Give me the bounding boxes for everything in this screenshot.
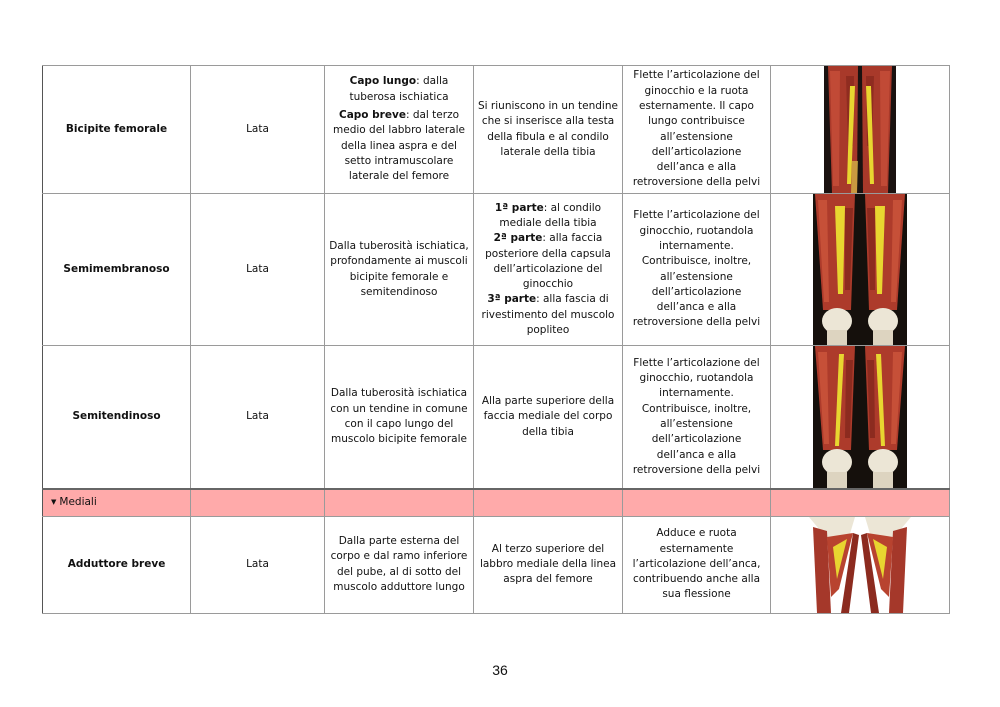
insertion-part: Si riuniscono in un tendine che si inserisce alla testa della fibula e al condilo laterale della tibia [478, 99, 618, 158]
muscle-name: Bicipite femorale [43, 66, 191, 194]
table-row [43, 516, 950, 613]
fascia-cell: Lata [191, 194, 325, 346]
insertion-cell: Alla parte superiore della faccia mediale del corpo della tibia [474, 346, 623, 490]
origin-cell: Dalla tuberosità ischiatica con un tendine in comune con il capo lungo del muscolo bicipite femorale [325, 346, 474, 490]
muscle-name: Semimembranoso [43, 194, 191, 346]
insertion-part: 2ª parte: alla faccia posteriore della capsula dell’articolazione del ginocchio [485, 232, 611, 291]
origin-cell: Dalla tuberosità ischiatica, profondamente ai muscoli bicipite femorale e semitendinoso [325, 194, 474, 346]
table-row [43, 194, 950, 346]
insertion-cell [474, 194, 623, 346]
fascia-cell: Lata [191, 346, 325, 490]
table-row [43, 66, 950, 194]
action-cell: Adduce e ruota esternamente l’articolazione dell’anca, contribuendo anche alla sua flessione [623, 516, 771, 613]
table-row [43, 346, 950, 490]
action-cell: Flette l’articolazione del ginocchio, ruotandola internamente. Contribuisce, inoltre, all’estensione dell’articolazione dell’anca e alla retroversione della pelvi [623, 194, 771, 346]
fascia-cell: Lata [191, 66, 325, 194]
muscle-image-cell [771, 194, 950, 346]
insertion-cell: Al terzo superiore del labbro mediale della linea aspra del femore [474, 516, 623, 613]
insertion-part: 1ª parte: al condilo mediale della tibia [494, 201, 602, 229]
origin-cell: Dalla parte esterna del corpo e dal ramo inferiore del pube, al di sotto del muscolo adduttore lungo [325, 516, 474, 613]
muscle-image-cell [771, 66, 950, 194]
insertion-cell [474, 66, 623, 194]
adductor-brevis-illustration [809, 517, 911, 613]
insertion-part: 3ª parte: alla fascia di rivestimento del muscolo popliteo [481, 293, 615, 337]
fascia-cell: Lata [191, 516, 325, 613]
section-toggle[interactable] [43, 489, 191, 516]
hamstring-biceps-femoris-illustration [824, 66, 896, 193]
origin-cell [325, 66, 474, 194]
semitendinosus-illustration [813, 346, 907, 488]
section-header-row[interactable] [43, 489, 950, 516]
action-cell: Flette l’articolazione del ginocchio e la ruota esternamente. Il capo lungo contribuisce all’estensione dell’articolazione dell’anca e alla retroversione della pelvi [623, 66, 771, 194]
semimembranosus-illustration [813, 194, 907, 345]
muscle-name: Adduttore breve [43, 516, 191, 613]
origin-part: Capo lungo: dalla tuberosa ischiatica [349, 75, 449, 103]
muscle-name: Semitendinoso [43, 346, 191, 490]
page-number: 36 [492, 662, 508, 678]
muscle-table [42, 65, 950, 614]
muscle-image-cell [771, 346, 950, 490]
muscle-image-cell [771, 516, 950, 613]
action-cell: Flette l’articolazione del ginocchio, ruotandola internamente. Contribuisce, inoltre, all’estensione dell’articolazione dell’anca e alla retroversione della pelvi [623, 346, 771, 490]
section-label: Mediali [59, 496, 97, 509]
origin-part: Capo breve: dal terzo medio del labbro laterale della linea aspra e del setto intramuscolare laterale del femore [333, 109, 465, 183]
triangle-down-icon: ▼ [51, 498, 57, 507]
